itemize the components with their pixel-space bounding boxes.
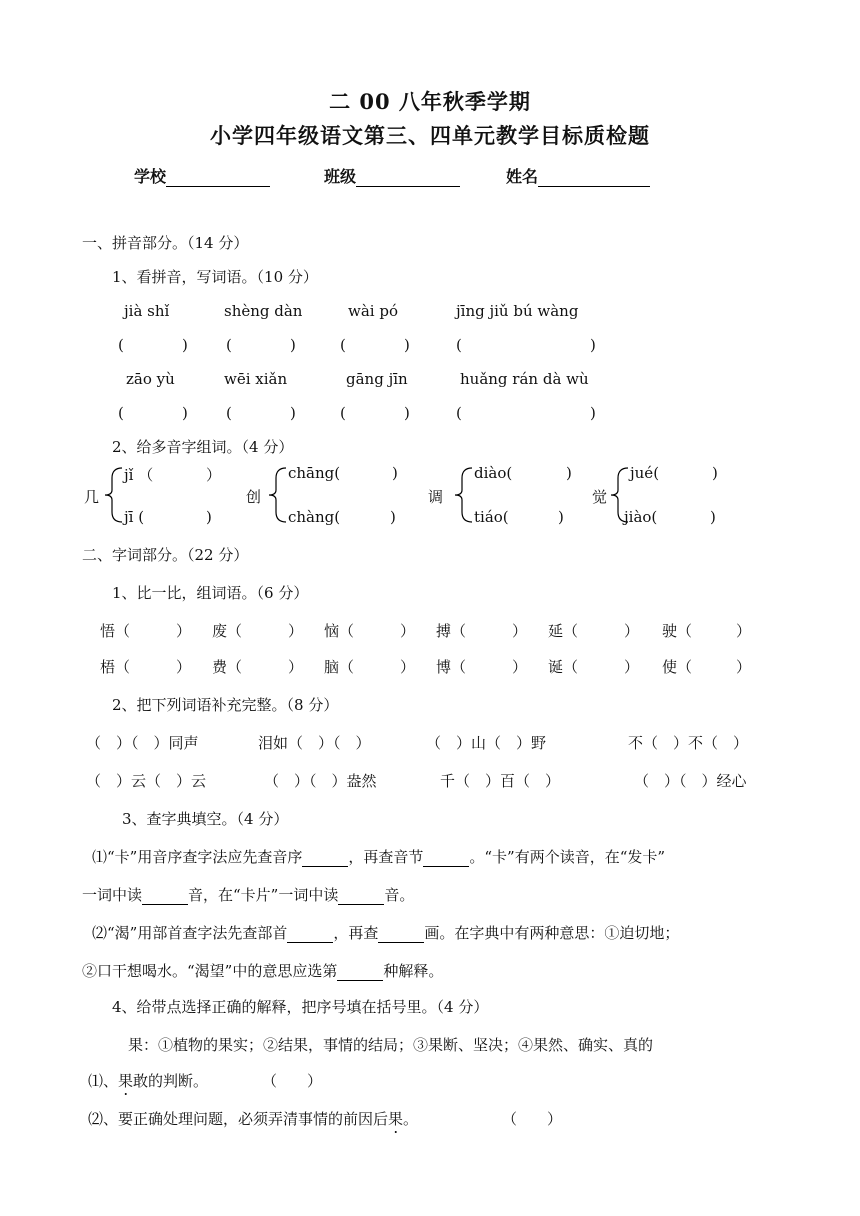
s1-q1-title: 1、看拼音，写词语。（10 分） [112, 268, 318, 286]
pinyin-item: wēi xiǎn [224, 370, 288, 388]
dict-text: 音，在“卡片”一词中读 [188, 886, 339, 904]
idiom-item: （ ）云（ ）云 [86, 772, 207, 790]
dotted-char: 果 [388, 1110, 404, 1128]
compare-char: 使（ [662, 658, 693, 676]
section1-title: 一、拼音部分。（14 分） [82, 234, 249, 252]
compare-close: ） [736, 658, 752, 676]
idiom-item: （ ）（ ）盎然 [264, 772, 377, 790]
polyphone-close: ) [558, 508, 564, 526]
idiom-item: （ ）（ ）经心 [634, 772, 747, 790]
definition-line: 果：①植物的果实；②结果，事情的结局；③果断、坚决；④果然、确实、真的 [128, 1036, 654, 1054]
compare-close: ） [624, 622, 640, 640]
dict-text: ②口干想喝水。“渴望”中的意思应选第 [82, 962, 338, 980]
school-label: 学校 [134, 167, 167, 186]
compare-close: ） [288, 622, 304, 640]
polyphone-reading-bottom: jī ( [124, 508, 145, 526]
answer-paren-open: ( [226, 404, 232, 422]
s2-q2-title: 2、把下列词语补充完整。（8 分） [112, 696, 339, 714]
name-field [506, 164, 650, 187]
s2-q3-title: 3、查字典填空。（4 分） [122, 810, 289, 828]
brace-icon [452, 466, 474, 524]
class-field [324, 164, 460, 187]
answer-paren-open: ( [456, 404, 462, 422]
polyphone-close: ) [390, 508, 396, 526]
polyphone-close: ) [206, 508, 212, 526]
school-field [134, 164, 270, 187]
choice-prefix: ⑴、 [88, 1072, 119, 1090]
school-blank[interactable] [166, 170, 270, 187]
pinyin-item: wài pó [348, 302, 398, 320]
polyphone-close: ) [712, 464, 718, 482]
compare-char: 博（ [436, 658, 467, 676]
answer-paren-close: ) [590, 404, 596, 422]
class-blank[interactable] [356, 170, 460, 187]
polyphone-char: 调 [428, 488, 444, 506]
pinyin-item: zāo yù [126, 370, 175, 388]
class-label: 班级 [324, 167, 357, 186]
compare-close: ） [288, 658, 304, 676]
brace-icon [102, 466, 124, 524]
answer-paren-close: ) [290, 336, 296, 354]
dict-text: ，再查音节 [348, 848, 424, 866]
polyphone-close: ) [392, 464, 398, 482]
compare-char: 悟（ [100, 622, 131, 640]
dict-line-3 [92, 922, 679, 943]
exam-title-line2: 小学四年级语文第三、四单元教学目标质检题 [210, 123, 650, 148]
s2-q4-title: 4、给带点选择正确的解释，把序号填在括号里。（4 分） [112, 998, 489, 1016]
answer-paren-open: ( [456, 336, 462, 354]
answer-paren-close: ) [590, 336, 596, 354]
idiom-item: 不（ ）不（ ） [628, 734, 749, 752]
compare-char: 废（ [212, 622, 243, 640]
polyphone-reading-bottom: tiáo( [474, 508, 509, 526]
answer-paren-close: ) [290, 404, 296, 422]
compare-close: ） [400, 622, 416, 640]
idiom-item: （ ）山（ ）野 [426, 734, 547, 752]
answer-paren-open: ( [340, 404, 346, 422]
name-blank[interactable] [538, 170, 650, 187]
polyphone-close: ） [206, 466, 222, 484]
dict-line-4 [82, 960, 443, 981]
compare-close: ） [400, 658, 416, 676]
answer-blank[interactable] [423, 852, 469, 867]
compare-char: 驶（ [662, 622, 693, 640]
dict-line-2 [82, 884, 414, 905]
choice-item-1 [88, 1070, 208, 1091]
dotted-char: 果 [118, 1072, 134, 1090]
compare-char: 恼（ [324, 622, 355, 640]
choice-text: 敢的判断。 [133, 1072, 209, 1090]
polyphone-reading-top: chāng( [288, 464, 341, 482]
s2-q1-title: 1、比一比，组词语。（6 分） [112, 584, 309, 602]
choice-paren[interactable]: （ ） [502, 1110, 563, 1128]
brace-icon [266, 466, 288, 524]
dict-text: 种解释。 [383, 962, 444, 980]
compare-close: ） [512, 622, 528, 640]
answer-blank[interactable] [338, 890, 384, 905]
polyphone-close: ) [566, 464, 572, 482]
answer-paren-open: ( [226, 336, 232, 354]
compare-char: 脑（ [324, 658, 355, 676]
answer-blank[interactable] [142, 890, 188, 905]
answer-blank[interactable] [302, 852, 348, 867]
compare-char: 梧（ [100, 658, 131, 676]
compare-char: 延（ [548, 622, 579, 640]
polyphone-char: 几 [84, 488, 100, 506]
idiom-item: 泪如（ ）（ ） [258, 734, 371, 752]
answer-blank[interactable] [287, 928, 333, 943]
polyphone-close: ) [710, 508, 716, 526]
answer-paren-close: ) [404, 336, 410, 354]
dict-text: 画。在字典中有两种意思：①迫切地； [424, 924, 680, 942]
dict-text: ⑴“卡”用音序查字法应先查音序 [92, 848, 303, 866]
polyphone-char: 觉 [592, 488, 608, 506]
polyphone-char: 创 [246, 488, 262, 506]
compare-char: 搏（ [436, 622, 467, 640]
choice-paren[interactable]: （ ） [262, 1072, 323, 1090]
compare-close: ） [176, 622, 192, 640]
dict-text: 音。 [384, 886, 415, 904]
name-label: 姓名 [506, 167, 539, 186]
compare-char: 诞（ [548, 658, 579, 676]
choice-prefix: ⑵、要正确处理问题，必须弄清事情的前因后 [88, 1110, 389, 1128]
choice-item-2 [88, 1108, 418, 1129]
dict-text: ⑵“渴”用部首查字法先查部首 [92, 924, 288, 942]
polyphone-reading-bottom: jiào( [624, 508, 658, 526]
compare-close: ） [736, 622, 752, 640]
compare-char: 费（ [212, 658, 243, 676]
section2-title: 二、字词部分。（22 分） [82, 546, 249, 564]
pinyin-item: gāng jīn [346, 370, 408, 388]
compare-close: ） [624, 658, 640, 676]
pinyin-item: jià shǐ [124, 302, 170, 320]
polyphone-reading-top: diào( [474, 464, 513, 482]
dict-line-1 [92, 846, 665, 867]
answer-paren-close: ) [182, 404, 188, 422]
dict-text: 。“卡”有两个读音，在“发卡” [469, 848, 666, 866]
answer-paren-open: ( [340, 336, 346, 354]
answer-paren-close: ) [404, 404, 410, 422]
answer-paren-close: ) [182, 336, 188, 354]
answer-paren-open: ( [118, 404, 124, 422]
polyphone-reading-bottom: chàng( [288, 508, 341, 526]
choice-text: 。 [403, 1110, 419, 1128]
idiom-item: （ ）（ ）同声 [86, 734, 199, 752]
exam-title-line1: 二 00 八年秋季学期 [329, 89, 531, 114]
polyphone-reading-top: jǐ （ [124, 466, 154, 484]
pinyin-item: huǎng rán dà wù [460, 370, 589, 388]
pinyin-item: shèng dàn [224, 302, 303, 320]
pinyin-item: jīng jiǔ bú wàng [456, 302, 579, 320]
answer-paren-open: ( [118, 336, 124, 354]
s1-q2-title: 2、给多音字组词。（4 分） [112, 438, 294, 456]
compare-close: ） [512, 658, 528, 676]
dict-text: 一词中读 [82, 886, 143, 904]
idiom-item: 千（ ）百（ ） [440, 772, 561, 790]
answer-blank[interactable] [337, 966, 383, 981]
compare-close: ） [176, 658, 192, 676]
dict-text: ，再查 [333, 924, 379, 942]
answer-blank[interactable] [378, 928, 424, 943]
polyphone-reading-top: jué( [630, 464, 660, 482]
